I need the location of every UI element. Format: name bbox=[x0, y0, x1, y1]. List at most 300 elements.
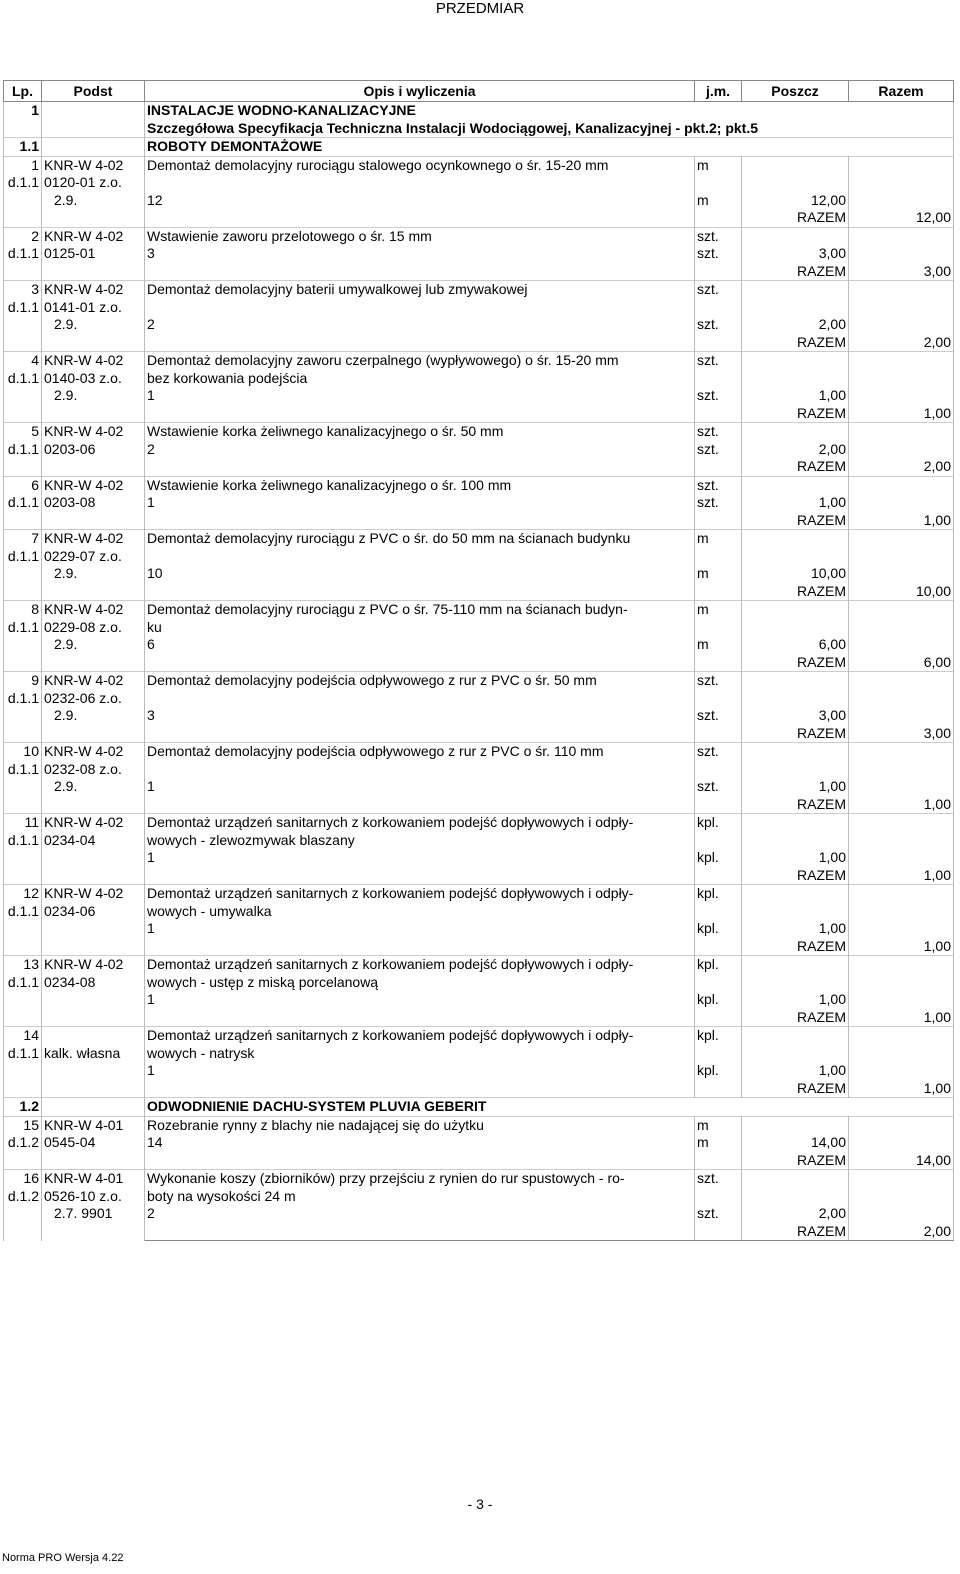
col-header-jm: j.m. bbox=[695, 81, 742, 102]
item-calculation: 1 bbox=[145, 761, 695, 796]
item-description-line: ku bbox=[147, 618, 162, 635]
item-description-line: Wstawienie zaworu przelotowego o śr. 15 mm bbox=[147, 227, 432, 244]
table-row bbox=[4, 227, 954, 245]
table-row bbox=[4, 1027, 954, 1063]
col-header-podst: Podst bbox=[42, 81, 145, 102]
table-cell bbox=[145, 263, 695, 281]
item-number-line: d.1.1 bbox=[7, 547, 39, 564]
item-basis bbox=[42, 672, 145, 743]
item-calculation: 1 bbox=[145, 920, 695, 938]
item-basis-line: 0234-08 bbox=[44, 973, 96, 990]
item-calc-unit: szt. bbox=[695, 690, 742, 725]
item-description-line: Demontaż urządzeń sanitarnych z korkowaniem podejść dopływowych i odpły- bbox=[147, 956, 634, 972]
item-number bbox=[4, 530, 42, 601]
item-unit: szt. bbox=[695, 743, 742, 761]
table-row bbox=[4, 956, 954, 992]
table-cell bbox=[742, 1170, 849, 1206]
table-cell bbox=[145, 1152, 695, 1170]
item-basis-line: KNR-W 4-02 bbox=[44, 227, 124, 244]
item-basis-line: 0125-01 bbox=[44, 245, 96, 261]
item-subtotal: 12,00 bbox=[742, 174, 849, 209]
item-number-line: 4 bbox=[31, 352, 39, 368]
item-subtotal: 1,00 bbox=[742, 849, 849, 867]
table-cell bbox=[849, 885, 954, 921]
item-description bbox=[145, 423, 695, 441]
table-cell bbox=[695, 938, 742, 956]
table-cell bbox=[145, 1009, 695, 1027]
item-number-line: d.1.1 bbox=[7, 760, 39, 777]
total-label: RAZEM bbox=[742, 1009, 849, 1027]
item-calc-unit: m bbox=[695, 548, 742, 583]
item-description bbox=[145, 885, 695, 921]
section-note-row bbox=[4, 120, 954, 138]
item-basis-line bbox=[44, 1027, 142, 1045]
item-basis bbox=[42, 423, 145, 477]
item-description-line: Wstawienie korka żeliwnego kanalizacyjnego o śr. 50 mm bbox=[147, 423, 504, 439]
item-basis-line: 0232-08 z.o. bbox=[44, 760, 122, 777]
item-number bbox=[4, 423, 42, 477]
item-basis-line: 2.9. bbox=[54, 707, 78, 723]
item-description bbox=[145, 530, 695, 548]
item-basis-line: 2.7. 9901 bbox=[54, 1205, 113, 1221]
total-label: RAZEM bbox=[742, 938, 849, 956]
item-basis-line: 0203-08 bbox=[44, 494, 96, 510]
table-cell bbox=[145, 654, 695, 672]
table-cell bbox=[849, 956, 954, 992]
total-row bbox=[4, 583, 954, 601]
total-label: RAZEM bbox=[742, 1152, 849, 1170]
item-unit: szt. bbox=[695, 423, 742, 441]
total-row bbox=[4, 512, 954, 530]
col-header-opis: Opis i wyliczenia bbox=[145, 81, 695, 102]
table-row bbox=[4, 743, 954, 761]
calculation-row bbox=[4, 441, 954, 459]
item-basis bbox=[42, 156, 145, 227]
item-basis bbox=[42, 352, 145, 423]
item-basis-line: 0141-01 z.o. bbox=[44, 298, 122, 315]
item-total: 1,00 bbox=[849, 867, 954, 885]
item-basis bbox=[42, 743, 145, 814]
table-cell bbox=[695, 458, 742, 476]
item-basis-line: 0234-06 bbox=[44, 902, 96, 919]
item-basis bbox=[42, 885, 145, 956]
item-calculation: 1 bbox=[145, 494, 695, 512]
item-unit: m bbox=[695, 530, 742, 548]
item-number-line: 10 bbox=[23, 743, 39, 759]
item-basis bbox=[42, 1027, 145, 1098]
item-basis bbox=[42, 601, 145, 672]
table-row bbox=[4, 281, 954, 299]
item-calc-unit: szt. bbox=[695, 299, 742, 334]
item-basis-line: KNR-W 4-01 bbox=[44, 1116, 124, 1133]
table-row bbox=[4, 814, 954, 850]
item-number-line: d.1.1 bbox=[7, 174, 39, 190]
item-number bbox=[4, 885, 42, 956]
item-number-line: d.1.2 bbox=[7, 1134, 39, 1150]
item-number bbox=[4, 156, 42, 227]
table-cell bbox=[849, 423, 954, 441]
item-unit: szt. bbox=[695, 352, 742, 388]
item-number-line: d.1.1 bbox=[7, 902, 39, 919]
item-basis-line: 0203-06 bbox=[44, 440, 96, 457]
table-cell bbox=[849, 476, 954, 494]
item-subtotal: 14,00 bbox=[742, 1134, 849, 1152]
item-subtotal: 1,00 bbox=[742, 387, 849, 405]
table-cell bbox=[695, 405, 742, 423]
table-cell bbox=[849, 494, 954, 512]
item-subtotal: 1,00 bbox=[742, 494, 849, 512]
table-cell bbox=[742, 885, 849, 921]
footer-note: Norma PRO Wersja 4.22 bbox=[2, 1552, 124, 1564]
table-cell bbox=[695, 654, 742, 672]
item-basis-line: KNR-W 4-02 bbox=[44, 885, 124, 901]
item-number bbox=[4, 601, 42, 672]
table-cell bbox=[42, 102, 145, 120]
item-description bbox=[145, 476, 695, 494]
item-number-line: d.1.1 bbox=[7, 831, 39, 848]
table-cell bbox=[145, 867, 695, 885]
item-description-line: Demontaż demolacyjny baterii umywalkowej lub zmywakowej bbox=[147, 281, 528, 297]
item-basis-line: KNR-W 4-02 bbox=[44, 352, 124, 368]
item-description-line: Demontaż demolacyjny podejścia odpływowego z rur z PVC o śr. 110 mm bbox=[147, 743, 604, 759]
item-unit: kpl. bbox=[695, 1027, 742, 1063]
item-calculation: 6 bbox=[145, 636, 695, 654]
item-unit: m bbox=[695, 1116, 742, 1134]
item-unit: kpl. bbox=[695, 956, 742, 992]
item-basis bbox=[42, 1116, 145, 1170]
table-row bbox=[4, 885, 954, 921]
document-title: PRZEDMIAR bbox=[435, 0, 525, 17]
table-cell bbox=[145, 796, 695, 814]
item-basis-line: KNR-W 4-02 bbox=[44, 530, 124, 546]
table-cell bbox=[145, 938, 695, 956]
table-cell bbox=[695, 1009, 742, 1027]
item-calc-unit: szt. bbox=[695, 494, 742, 512]
item-number-line: 3 bbox=[31, 281, 39, 297]
item-number-line: d.1.1 bbox=[7, 440, 39, 457]
item-basis bbox=[42, 476, 145, 530]
item-calculation: 1 bbox=[145, 1062, 695, 1080]
table-row bbox=[4, 1170, 954, 1206]
calculation-row bbox=[4, 690, 954, 725]
total-row bbox=[4, 654, 954, 672]
total-label: RAZEM bbox=[742, 512, 849, 530]
item-subtotal: 1,00 bbox=[742, 991, 849, 1009]
calculation-row bbox=[4, 1062, 954, 1080]
item-description-line: Rozebranie rynny z blachy nie nadającej się do użytku bbox=[147, 1116, 484, 1133]
table-cell bbox=[742, 156, 849, 174]
item-calculation: 2 bbox=[145, 299, 695, 334]
item-number-line: 5 bbox=[31, 423, 39, 439]
calculation-row bbox=[4, 1205, 954, 1223]
calculation-row bbox=[4, 548, 954, 583]
item-unit: kpl. bbox=[695, 885, 742, 921]
section-title: ROBOTY DEMONTAŻOWE bbox=[145, 138, 954, 157]
calculation-row bbox=[4, 920, 954, 938]
total-row bbox=[4, 938, 954, 956]
item-calculation: 3 bbox=[145, 690, 695, 725]
item-number-line: 16 bbox=[23, 1170, 39, 1186]
item-basis bbox=[42, 956, 145, 1027]
bill-of-quantities-table bbox=[3, 80, 954, 1241]
item-description-line: Demontaż demolacyjny rurociągu z PVC o śr. 75-110 mm na ścianach budyn- bbox=[147, 601, 628, 617]
table-row bbox=[4, 601, 954, 637]
item-total: 1,00 bbox=[849, 512, 954, 530]
table-cell bbox=[849, 352, 954, 388]
item-description bbox=[145, 227, 695, 245]
item-subtotal: 3,00 bbox=[742, 245, 849, 263]
table-cell bbox=[849, 174, 954, 209]
item-basis-line: KNR-W 4-02 bbox=[44, 743, 124, 759]
item-number bbox=[4, 956, 42, 1027]
item-number-line: 14 bbox=[23, 1027, 39, 1043]
item-calculation: 12 bbox=[145, 174, 695, 209]
item-calc-unit: szt. bbox=[695, 441, 742, 459]
table-cell bbox=[849, 1134, 954, 1152]
table-cell bbox=[849, 849, 954, 867]
calculation-row bbox=[4, 299, 954, 334]
table-cell bbox=[849, 227, 954, 245]
total-row bbox=[4, 263, 954, 281]
item-description-line: Demontaż demolacyjny zaworu czerpalnego (wypływowego) o śr. 15-20 mm bbox=[147, 352, 619, 368]
item-number-line: 12 bbox=[23, 885, 39, 901]
section-title: ODWODNIENIE DACHU-SYSTEM PLUVIA GEBERIT bbox=[145, 1098, 954, 1117]
item-number bbox=[4, 672, 42, 743]
item-number-line: 1 bbox=[31, 156, 39, 173]
item-number-line: d.1.1 bbox=[7, 618, 39, 635]
total-row bbox=[4, 209, 954, 227]
total-row bbox=[4, 725, 954, 743]
total-row bbox=[4, 334, 954, 352]
table-cell bbox=[145, 334, 695, 352]
total-row bbox=[4, 1009, 954, 1027]
item-basis-line: 2.9. bbox=[54, 778, 78, 794]
total-label: RAZEM bbox=[742, 263, 849, 281]
total-row bbox=[4, 796, 954, 814]
item-calc-unit: kpl. bbox=[695, 991, 742, 1009]
item-subtotal: 2,00 bbox=[742, 299, 849, 334]
item-basis bbox=[42, 814, 145, 885]
item-unit: m bbox=[695, 156, 742, 174]
item-total: 2,00 bbox=[849, 1223, 954, 1241]
item-total: 6,00 bbox=[849, 654, 954, 672]
item-total: 1,00 bbox=[849, 1009, 954, 1027]
item-basis-line: KNR-W 4-02 bbox=[44, 814, 124, 830]
item-description bbox=[145, 743, 695, 761]
section-row bbox=[4, 138, 954, 157]
item-number-line: 2 bbox=[31, 227, 39, 244]
table-cell bbox=[742, 530, 849, 548]
item-basis-line: 2.9. bbox=[54, 636, 78, 652]
section-title: INSTALACJE WODNO-KANALIZACYJNE bbox=[145, 102, 954, 120]
table-row bbox=[4, 156, 954, 174]
table-cell bbox=[695, 334, 742, 352]
item-basis-line: KNR-W 4-02 bbox=[44, 956, 124, 972]
item-description bbox=[145, 956, 695, 992]
item-description-line: Demontaż urządzeń sanitarnych z korkowaniem podejść dopływowych i odpły- bbox=[147, 814, 634, 830]
calculation-row bbox=[4, 174, 954, 209]
item-number-line: 8 bbox=[31, 601, 39, 617]
table-cell bbox=[145, 725, 695, 743]
item-number-line: 6 bbox=[31, 476, 39, 493]
table-cell bbox=[849, 299, 954, 334]
item-total: 2,00 bbox=[849, 334, 954, 352]
item-number-line: 15 bbox=[23, 1116, 39, 1133]
table-cell bbox=[849, 761, 954, 796]
table-cell bbox=[849, 441, 954, 459]
item-calculation: 10 bbox=[145, 548, 695, 583]
table-cell bbox=[849, 245, 954, 263]
item-basis-line: 2.9. bbox=[54, 565, 78, 581]
table-cell bbox=[849, 156, 954, 174]
item-subtotal: 3,00 bbox=[742, 690, 849, 725]
item-basis-line: 2.9. bbox=[54, 316, 78, 332]
table-row bbox=[4, 672, 954, 690]
item-basis-line: 0234-04 bbox=[44, 831, 96, 848]
table-body bbox=[4, 102, 954, 1241]
item-number-line: d.1.1 bbox=[7, 689, 39, 706]
item-basis bbox=[42, 1170, 145, 1241]
total-label: RAZEM bbox=[742, 583, 849, 601]
item-description-line: boty na wysokości 24 m bbox=[147, 1187, 296, 1204]
item-description-line: Demontaż demolacyjny rurociągu stalowego ocynkownego o śr. 15-20 mm bbox=[147, 156, 609, 173]
item-number bbox=[4, 281, 42, 352]
item-calculation: 1 bbox=[145, 849, 695, 867]
item-description-line: Demontaż urządzeń sanitarnych z korkowaniem podejść dopływowych i odpły- bbox=[147, 885, 634, 901]
table-cell bbox=[849, 281, 954, 299]
table-cell bbox=[742, 281, 849, 299]
item-unit: m bbox=[695, 601, 742, 637]
table-cell bbox=[742, 1027, 849, 1063]
item-number-line: d.1.2 bbox=[7, 1187, 39, 1204]
calculation-row bbox=[4, 387, 954, 405]
table-cell bbox=[42, 1098, 145, 1117]
section-number: 1 bbox=[4, 102, 42, 120]
item-basis-line: KNR-W 4-02 bbox=[44, 423, 124, 439]
table-cell bbox=[42, 138, 145, 157]
item-total: 3,00 bbox=[849, 725, 954, 743]
table-cell bbox=[742, 423, 849, 441]
item-calc-unit: szt. bbox=[695, 1205, 742, 1223]
item-subtotal: 2,00 bbox=[742, 1205, 849, 1223]
table-cell bbox=[742, 1116, 849, 1134]
item-basis-line: 0526-10 z.o. bbox=[44, 1187, 122, 1204]
item-basis-line: 2.9. bbox=[54, 387, 78, 403]
total-label: RAZEM bbox=[742, 796, 849, 814]
table-cell bbox=[742, 743, 849, 761]
section-note: Szczegółowa Specyfikacja Techniczna Instalacji Wodociągowej, Kanalizacyjnej - pkt.2; pkt.5 bbox=[145, 120, 954, 138]
table-cell bbox=[742, 601, 849, 637]
table-cell bbox=[849, 530, 954, 548]
item-calculation: 2 bbox=[145, 441, 695, 459]
item-subtotal: 1,00 bbox=[742, 1062, 849, 1080]
table-row bbox=[4, 1116, 954, 1134]
item-total: 1,00 bbox=[849, 1080, 954, 1098]
section-number: 1.1 bbox=[4, 138, 42, 157]
table-cell bbox=[145, 209, 695, 227]
table-cell bbox=[849, 814, 954, 850]
table-cell bbox=[849, 1170, 954, 1206]
item-basis-line: KNR-W 4-02 bbox=[44, 672, 124, 688]
calculation-row bbox=[4, 494, 954, 512]
calculation-row bbox=[4, 761, 954, 796]
item-description bbox=[145, 1027, 695, 1063]
table-cell bbox=[849, 743, 954, 761]
item-description-line: wowych - zlewozmywak blaszany bbox=[147, 831, 355, 848]
item-number-line: 11 bbox=[24, 814, 39, 830]
col-header-razem: Razem bbox=[849, 81, 954, 102]
item-unit: szt. bbox=[695, 281, 742, 299]
total-label: RAZEM bbox=[742, 654, 849, 672]
table-cell bbox=[145, 583, 695, 601]
table-row bbox=[4, 530, 954, 548]
item-calculation: 14 bbox=[145, 1134, 695, 1152]
total-label: RAZEM bbox=[742, 405, 849, 423]
total-label: RAZEM bbox=[742, 867, 849, 885]
item-number-line: d.1.1 bbox=[7, 369, 39, 386]
item-calc-unit: kpl. bbox=[695, 920, 742, 938]
item-unit: kpl. bbox=[695, 814, 742, 850]
item-calculation: 1 bbox=[145, 387, 695, 405]
total-label: RAZEM bbox=[742, 1223, 849, 1241]
total-label: RAZEM bbox=[742, 334, 849, 352]
item-number bbox=[4, 1170, 42, 1241]
table-cell bbox=[695, 512, 742, 530]
calculation-row bbox=[4, 991, 954, 1009]
item-number bbox=[4, 743, 42, 814]
total-label: RAZEM bbox=[742, 209, 849, 227]
calculation-row bbox=[4, 849, 954, 867]
table-cell bbox=[849, 1116, 954, 1134]
table-cell bbox=[849, 636, 954, 654]
item-basis-line: 0545-04 bbox=[44, 1134, 96, 1150]
total-row bbox=[4, 458, 954, 476]
item-basis bbox=[42, 227, 145, 281]
item-number bbox=[4, 476, 42, 530]
table-cell bbox=[145, 1080, 695, 1098]
table-cell bbox=[145, 458, 695, 476]
item-basis bbox=[42, 281, 145, 352]
total-row bbox=[4, 867, 954, 885]
section-row bbox=[4, 1098, 954, 1117]
item-total: 3,00 bbox=[849, 263, 954, 281]
item-calc-unit: kpl. bbox=[695, 849, 742, 867]
total-row bbox=[4, 1080, 954, 1098]
table-cell bbox=[742, 956, 849, 992]
table-cell bbox=[849, 672, 954, 690]
table-cell bbox=[695, 1152, 742, 1170]
item-unit: szt. bbox=[695, 1170, 742, 1206]
item-number-line: d.1.1 bbox=[7, 973, 39, 990]
item-calc-unit: szt. bbox=[695, 761, 742, 796]
item-basis-line: KNR-W 4-02 bbox=[44, 601, 124, 617]
item-description-line: Demontaż urządzeń sanitarnych z korkowaniem podejść dopływowych i odpły- bbox=[147, 1027, 634, 1043]
table-cell bbox=[695, 583, 742, 601]
total-row bbox=[4, 1152, 954, 1170]
col-header-poszcz: Poszcz bbox=[742, 81, 849, 102]
item-number bbox=[4, 1116, 42, 1170]
total-label: RAZEM bbox=[742, 1080, 849, 1098]
item-description bbox=[145, 1116, 695, 1134]
table-cell bbox=[695, 263, 742, 281]
table-cell bbox=[145, 512, 695, 530]
table-cell bbox=[42, 120, 145, 138]
table-cell bbox=[849, 1027, 954, 1063]
item-description bbox=[145, 814, 695, 850]
table-cell bbox=[742, 672, 849, 690]
item-number-line: d.1.1 bbox=[7, 1044, 39, 1061]
item-number bbox=[4, 1027, 42, 1098]
